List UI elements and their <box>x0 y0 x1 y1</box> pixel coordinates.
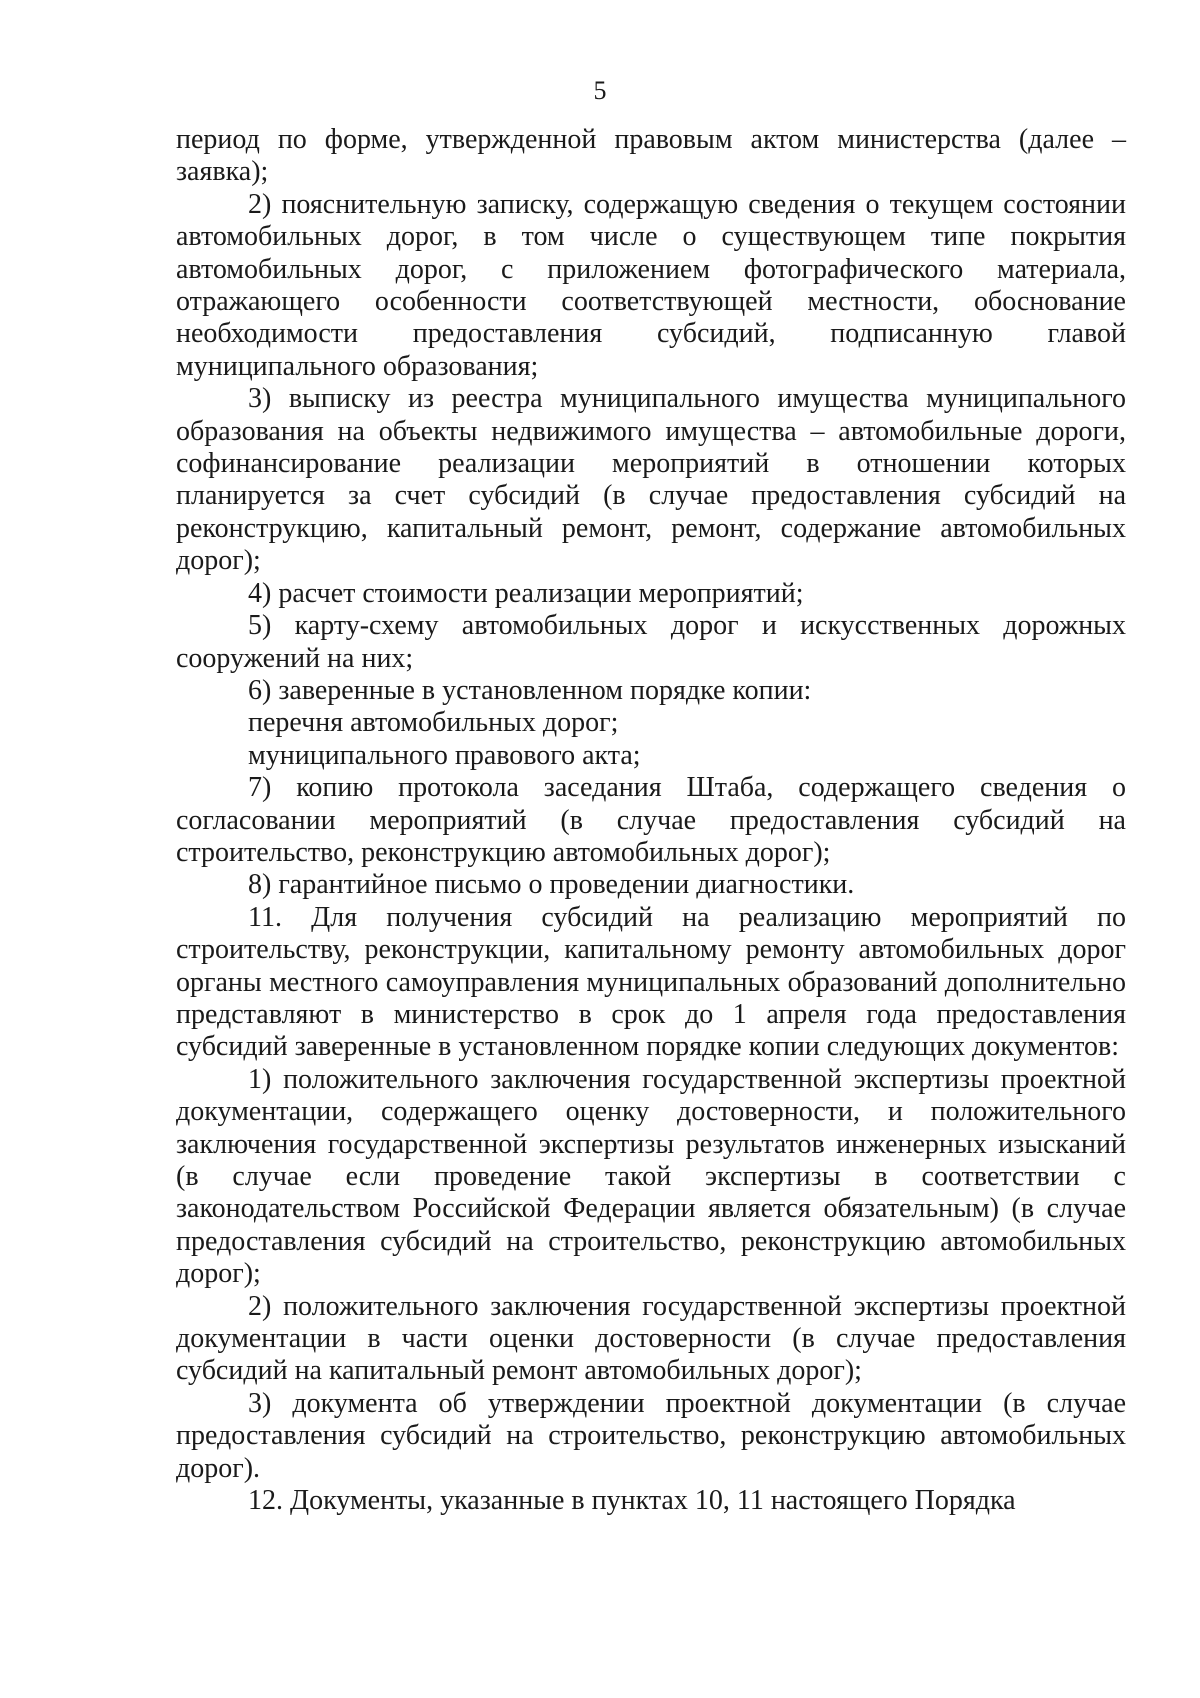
paragraph-clause-11-item-2: 2) положительного заключения государственной экспертизы проектной документации в части оценки достоверности (в случае предоставления субсидий на капитальный ремонт автомобильных дорог); <box>176 1290 1126 1387</box>
paragraph-subitem-legal-act: муниципального правового акта; <box>248 739 641 771</box>
paragraph-item-4: 4) расчет стоимости реализации мероприятий; <box>248 577 804 609</box>
paragraph-item-5: 5) карту-схему автомобильных дорог и искусственных дорожных сооружений на них; <box>176 610 1126 674</box>
paragraph-item-2: 2) пояснительную записку, содержащую сведения о текущем состоянии автомобильных дорог, в том числе о существующем типе покрытия автомобильных дорог, с приложением фотографического материала, отражающего особенности соответствующей местности, обоснование необходимости предоставления субсидий, подписанную главой муниципального образования; <box>176 188 1126 382</box>
paragraph-clause-11-item-1: 1) положительного заключения государственной экспертизы проектной документации, содержащего оценку достоверности, и положительного заключения государственной экспертизы результатов инженерных изысканий (в случае если проведение такой экспертизы в соответствии с законодательством Российской Федерации является обязательным) (в случае предоставления субсидий на строительство, реконструкцию автомобильных дорог); <box>176 1063 1126 1290</box>
paragraph-item-3: 3) выписку из реестра муниципального имущества муниципального образования на объекты недвижимого имущества – автомобильные дороги, софинансирование реализации мероприятий в отношении которых планируется за счет субсидий (в случае предоставления субсидий на реконструкцию, капитальный ремонт, ремонт, содержание автомобильных дорог); <box>176 383 1126 577</box>
paragraph-continuation: период по форме, утвержденной правовым актом министерства (далее – заявка); <box>176 124 1126 188</box>
document-body <box>176 124 1126 1517</box>
paragraph-item-7: 7) копию протокола заседания Штаба, содержащего сведения о согласовании мероприятий (в случае предоставления субсидий на строительство, реконструкцию автомобильных дорог); <box>176 772 1126 868</box>
page-number: 5 <box>593 76 607 105</box>
paragraph-clause-11-item-3: 3) документа об утверждении проектной документации (в случае предоставления субсидий на строительство, реконструкцию автомобильных дорог). <box>176 1387 1126 1484</box>
paragraph-clause-12: 12. Документы, указанные в пунктах 10, 11 настоящего Порядка <box>248 1485 1016 1517</box>
paragraph-subitem-roads-list: перечня автомобильных дорог; <box>248 707 619 739</box>
paragraph-item-6: 6) заверенные в установленном порядке копии: <box>248 674 812 706</box>
paragraph-clause-11: 11. Для получения субсидий на реализацию мероприятий по строительству, реконструкции, капитальному ремонту автомобильных дорог органы местного самоуправления муниципальных образований дополнительно представляют в министерство в срок до 1 апреля года предоставления субсидий заверенные в установленном порядке копии следующих документов: <box>176 901 1126 1063</box>
paragraph-item-8: 8) гарантийное письмо о проведении диагностики. <box>248 869 855 901</box>
